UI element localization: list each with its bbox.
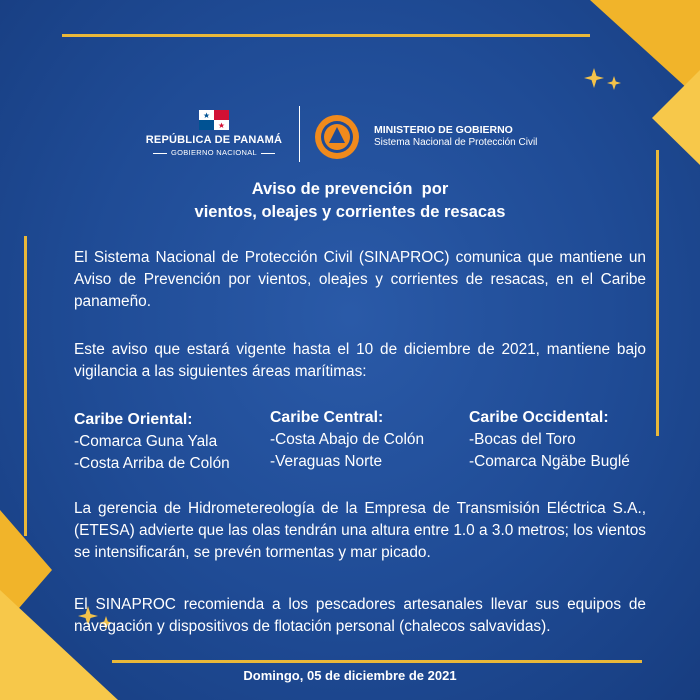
maritime-areas [74, 407, 654, 477]
header-divider [299, 106, 300, 162]
paragraph-announcement: El Sistema Nacional de Protección Civil (SINAPROC) comunica que mantiene un Aviso de Prevención por vientos, oleajes y corrientes de resacas, en el Caribe panameño. [74, 249, 646, 310]
frame-left-line [24, 236, 27, 536]
area-item: -Costa Arriba de Colón [74, 455, 230, 472]
area-heading: Caribe Central: [270, 409, 384, 426]
header [0, 104, 700, 164]
area-item: -Bocas del Toro [469, 431, 576, 448]
paragraph-validity: Este aviso que estará vigente hasta el 10 de diciembre de 2021, mantiene bajo vigilancia a las siguientes áreas marítimas: [74, 341, 646, 380]
ministry-block [374, 124, 537, 148]
republic-name: REPÚBLICA DE PANAMÁ [145, 134, 283, 146]
area-item: -Veraguas Norte [270, 453, 383, 470]
republic-subtitle: GOBIERNO NACIONAL [140, 148, 288, 157]
republic-block [140, 110, 288, 157]
area-column-central [270, 407, 424, 473]
area-heading: Caribe Occidental: [469, 409, 609, 426]
frame-bottom-line [112, 660, 642, 663]
paragraph-recommendation: El SINAPROC recomienda a los pescadores artesanales llevar sus equipos de navegación y dispositivos de flotación personal (chalecos salvavidas). [74, 596, 646, 635]
area-column-occidental [469, 407, 630, 473]
sparkle-icon [584, 66, 624, 96]
area-heading: Caribe Oriental: [74, 411, 193, 428]
title-line-2: vientos, oleajes y corrientes de resacas [194, 203, 506, 221]
publication-date: Domingo, 05 de diciembre de 2021 [243, 668, 457, 683]
notice-title [0, 178, 700, 224]
sinaproc-logo-icon [314, 114, 360, 160]
ministry-subtitle: Sistema Nacional de Protección Civil [374, 137, 538, 148]
area-item: -Comarca Guna Yala [74, 433, 218, 450]
panama-flag-icon [199, 110, 229, 130]
area-column-oriental [74, 409, 230, 475]
paragraph-forecast: La gerencia de Hidrometereología de la Empresa de Transmisión Eléctrica S.A., (ETESA) advierte que las olas tendrán una altura entre 1.0 a 3.0 metros; los vientos se intensificarán, se prevén tormentas y mar picado. [74, 500, 646, 561]
area-item: -Costa Abajo de Colón [270, 431, 425, 448]
area-item: -Comarca Ngäbe Buglé [469, 453, 630, 470]
ministry-name: MINISTERIO DE GOBIERNO [374, 124, 513, 136]
frame-top-line [62, 34, 590, 37]
title-line-1: Aviso de prevención por [251, 180, 449, 198]
